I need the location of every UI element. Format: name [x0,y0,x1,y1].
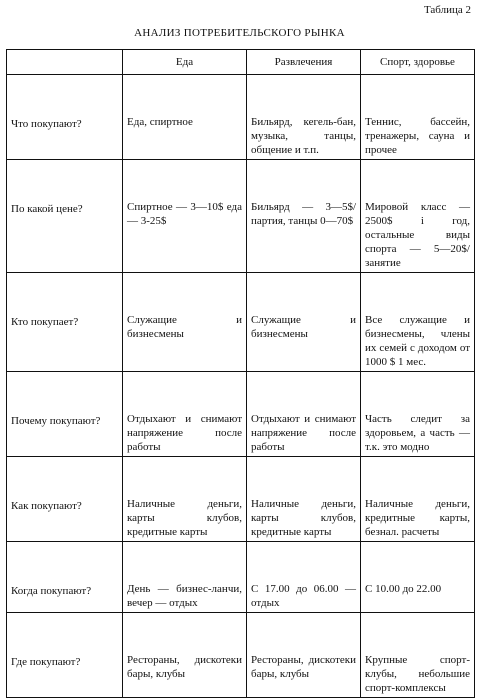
cell-sport: Все служащие и бизнесмены, члены их семей с доходом от 1000 $ 1 мес. [361,273,475,372]
table-row [7,372,475,457]
cell-entertainment: Бильярд, кегель-бан, музыка, танцы, общение и т.п. [247,75,361,160]
cell-sport: Наличные деньги, кредитные карты, безнал. расчеты [361,457,475,542]
cell-sport: Крупные спорт-клубы, небольшие спорт-комплексы [361,613,475,698]
table-row [7,273,475,372]
cell-entertainment: Наличные деньги, карты клубов, кредитные карты [247,457,361,542]
row-question: Как покупают? [7,457,123,542]
row-question: Где покупают? [7,613,123,698]
row-question: Почему покупают? [7,372,123,457]
cell-food: Рестораны, дискотеки бары, клубы [123,613,247,698]
cell-food: Еда, спиртное [123,75,247,160]
cell-entertainment: Отдыхают и снимают напряжение после работы [247,372,361,457]
cell-entertainment: С 17.00 до 06.00 — отдых [247,542,361,613]
table-label: Таблица 2 [423,4,471,16]
table-row [7,457,475,542]
row-question: По какой цене? [7,160,123,273]
cell-food: Отдыхают и снимают напряжение после работы [123,372,247,457]
table-row [7,160,475,273]
column-header-sport: Спорт, здоровье [361,50,475,75]
cell-sport: Теннис, бассейн, тренажеры, сауна и прочее [361,75,475,160]
cell-sport: С 10.00 до 22.00 [361,542,475,613]
column-header-empty [7,50,123,75]
row-question: Когда покупают? [7,542,123,613]
cell-food: Служащие и бизнесмены [123,273,247,372]
cell-sport: Часть следит за здоровьем, а часть — т.к. это модно [361,372,475,457]
cell-food: Наличные деньги, карты клубов, кредитные карты [123,457,247,542]
cell-entertainment: Служащие и бизнесмены [247,273,361,372]
cell-entertainment: Бильярд — 3—5$/партия, танцы 0—70$ [247,160,361,273]
cell-food: День — бизнес-ланчи, вечер — отдых [123,542,247,613]
page-title: АНАЛИЗ ПОТРЕБИТЕЛЬСКОГО РЫНКА [134,27,345,39]
column-header-food: Еда [123,50,247,75]
cell-entertainment: Рестораны, дискотеки бары, клубы [247,613,361,698]
row-question: Кто покупает? [7,273,123,372]
market-analysis-table [6,49,475,698]
table-header-row [7,50,475,75]
row-question: Что покупают? [7,75,123,160]
cell-sport: Мировой класс — 2500$ і год, остальные виды спорта — 5—20$/занятие [361,160,475,273]
table-row [7,613,475,698]
table-row [7,75,475,160]
cell-food: Спиртное — 3—10$ еда — 3-25$ [123,160,247,273]
table-row [7,542,475,613]
column-header-entertainment: Развлечения [247,50,361,75]
